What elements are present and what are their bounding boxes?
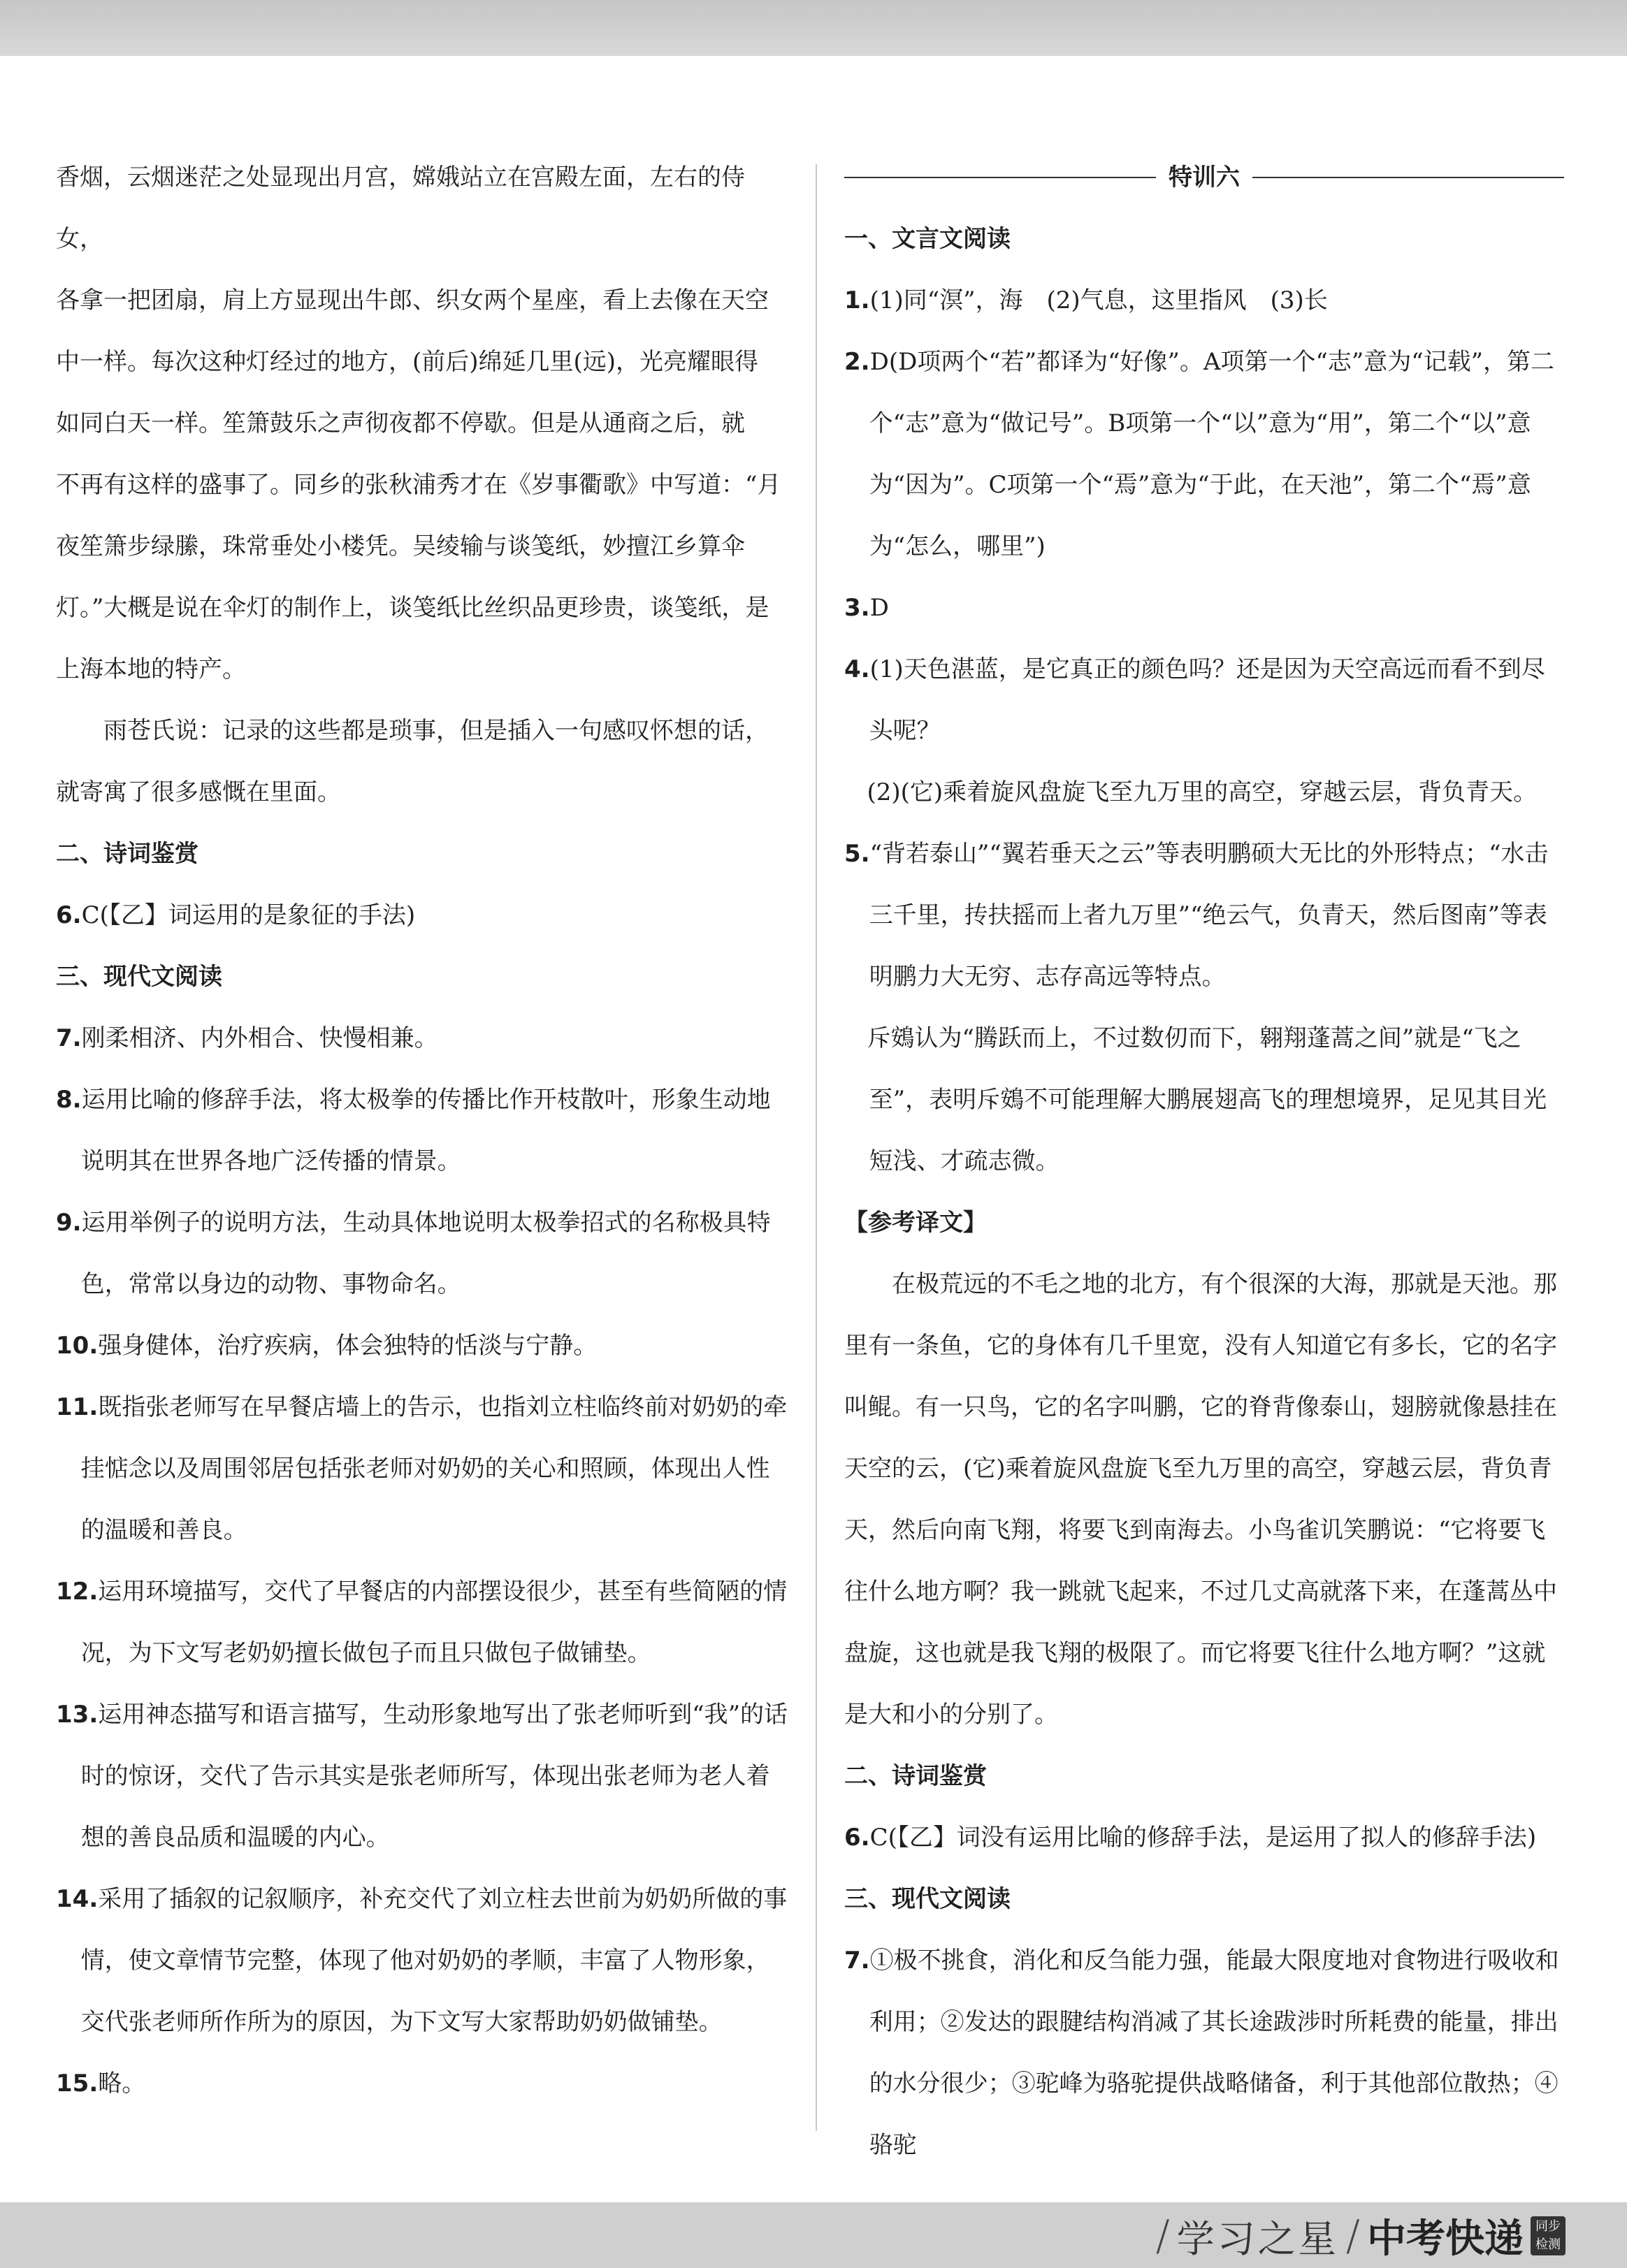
answer-number: 7. [56,1024,82,1052]
answer-number: 4. [844,655,870,683]
section-heading-poetry: 二、诗词鉴赏 [56,840,198,868]
answer-item [56,1868,790,2053]
answer-text: 既指张老师写在早餐店墙上的告示，也指刘立柱临终前对奶奶的牵挂惦念以及周围邻居包括张老师对奶奶的关心和照顾，体现出人性的温暖和善良。 [80,1393,788,1544]
answer-item [844,823,1564,1008]
answer-text: (1)同“溟”，海 (2)气息，这里指风 (3)长 [869,286,1328,314]
answer-text: C(【乙】词没有运用比喻的修辞手法，是运用了拟人的修辞手法) [869,1824,1537,1852]
answer-item [56,1376,790,1561]
section-heading-modern: 三、现代文阅读 [56,963,222,991]
answer-text: 采用了插叙的记叙顺序，补充交代了刘立柱去世前为奶奶所做的事情，使文章情节完整，体现了他对奶奶的孝顺，丰富了人物形象，交代张老师所作所为的原因，为下文写大家帮助奶奶做铺垫。 [80,1885,788,2036]
brand-slash: / [1345,2211,1360,2260]
answer-item [56,1561,790,1684]
reference-translation-label: 【参考译文】 [844,1209,987,1237]
section-heading-classical: 一、文言文阅读 [844,225,1011,253]
brand-slash: / [1155,2211,1170,2260]
brand-name-secondary: 中考快递 [1367,2216,1524,2262]
answer-text: 略。 [98,2070,146,2098]
answer-text: ①极不挑食，消化和反刍能力强，能最大限度地对食物进行吸收和利用；②发达的跟腱结构消减了其长途跋涉时所耗费的能量，排出的水分很少；③驼峰为骆驼提供战略储备，利于其他部位散热；④骆驼 [869,1947,1559,2159]
answer-text: 斥鴳认为“腾跃而上，不过数仞而下，翱翔蓬蒿之间”就是“飞之至”，表明斥鴳不可能理解大鹏展翅高飞的理想境界，足见其目光短浅、才疏志微。 [867,1024,1547,1175]
answer-item [844,270,1564,331]
answer-item [56,1069,790,1192]
answer-continuation [844,762,1564,823]
footer-brand [1149,2208,1565,2264]
answer-text: 刚柔相济、内外相合、快慢相兼。 [81,1024,438,1052]
answer-item [56,1315,790,1376]
right-column [844,147,1564,2176]
answer-text: 运用神态描写和语言描写，生动形象地写出了张老师听到“我”的话时的惊讶，交代了告示其实是张老师所写，体现出张老师为老人着想的善良品质和温暖的内心。 [80,1701,788,1852]
answer-item [844,577,1564,639]
top-scan-band [0,0,1627,56]
answer-number: 6. [844,1824,870,1852]
section-heading-poetry: 二、诗词鉴赏 [844,1762,987,1790]
answer-number: 7. [844,1947,870,1975]
answer-item [56,1192,790,1315]
answer-number: 2. [844,348,870,376]
answer-text: 运用比喻的修辞手法，将太极拳的传播比作开枝散叶，形象生动地说明其在世界各地广泛传播的情景。 [80,1086,771,1175]
section-heading-modern: 三、现代文阅读 [844,1885,1011,1913]
answer-text: 运用举例子的说明方法，生动具体地说明太极拳招式的名称极具特色，常常以身边的动物、事物命名。 [80,1209,771,1298]
answer-number: 5. [844,840,870,868]
answer-text: (1)天色湛蓝，是它真正的颜色吗？还是因为天空高远而看不到尽头呢？ [869,655,1545,745]
passage-line: 灯。”大概是说在伞灯的制作上，谈笺纸比丝织品更珍贵，谈笺纸，是 [56,594,769,622]
answer-text: D [869,594,889,622]
training-title [844,147,1564,208]
passage-line: 不再有这样的盛事了。同乡的张秋浦秀才在《岁事衢歌》中写道：“月 [56,471,781,499]
answer-item [844,331,1564,577]
answer-number: 15. [56,2070,99,2098]
answer-text: 强身健体，治疗疾病，体会独特的恬淡与宁静。 [98,1332,598,1360]
answer-number: 10. [56,1332,99,1360]
brand-name-primary: 学习之星 [1176,2216,1339,2261]
answer-number: 3. [844,594,870,622]
answer-number: 14. [56,1885,99,1913]
answer-number: 9. [56,1209,82,1237]
title-rule-left [844,177,1156,178]
answer-text: “背若泰山”“翼若垂天之云”等表明鹏硕大无比的外形特点；“水击三千里，抟扶摇而上者九万里”“绝云气，负青天，然后图南”等表明鹏力大无穷、志存高远等特点。 [869,840,1549,991]
translation-paragraph: 在极荒远的不毛之地的北方，有个很深的大海，那就是天池。那里有一条鱼，它的身体有几千里宽，没有人知道它有多长，它的名字叫鲲。有一只鸟，它的名字叫鹏，它的脊背像泰山，翅膀就像悬挂在天空的云，(它)乘着旋风盘旋飞至九万里的高空，穿越云层，背负青天，然后向南飞翔，将要飞到南海去。小鸟雀讥笑鹏说：“它将要飞往什么地方啊？我一跳就飞起来，不过几丈高就落下来，在蓬蒿丛中盘旋，这也就是我飞翔的极限了。而它将要飞往什么地方啊？”这就是大和小的分别了。 [844,1270,1557,1729]
passage-line: 中一样。每次这种灯经过的地方，(前后)绵延几里(远)，光亮耀眼得 [56,348,759,376]
answer-item [844,1930,1564,2176]
answer-text: D(D项两个“若”都译为“好像”。A项第一个“志”意为“记载”，第二个“志”意为“做记号”。B项第一个“以”意为“用”，第二个“以”意为“因为”。C项第一个“焉”意为“于此，在天池”，第二个“焉”意为“怎么，哪里”) [869,348,1554,560]
answer-item [56,1008,790,1069]
answer-item [56,1684,790,1868]
answer-text: 运用环境描写，交代了早餐店的内部摆设很少，甚至有些简陋的情况，为下文写老奶奶擅长做包子而且只做包子做铺垫。 [80,1578,788,1667]
passage-line: 如同白天一样。笙箫鼓乐之声彻夜都不停歇。但是从通商之后，就 [56,409,745,437]
answer-item [844,639,1564,762]
passage-line: 各拿一把团扇，肩上方显现出牛郎、织女两个星座，看上去像在天空 [56,286,769,314]
answer-item [56,885,790,946]
passage-line: 香烟，云烟迷茫之处显现出月宫，嫦娥站立在宫殿左面，左右的侍女， [56,163,745,253]
left-column [56,147,790,2114]
answer-number: 6. [56,901,82,929]
answer-number: 13. [56,1701,99,1729]
column-divider [816,164,817,2131]
answer-number: 12. [56,1578,99,1606]
passage-line: 夜笙箫步绿縢，珠常垂处小楼凭。吴绫输与谈笺纸，妙擅江乡算伞 [56,532,745,560]
title-rule-right [1252,177,1564,178]
answer-text: C(【乙】词运用的是象征的手法) [81,901,416,929]
answer-number: 11. [56,1393,99,1421]
answer-item [56,2053,790,2114]
answer-continuation [844,1008,1564,1192]
badge-line: 同步 [1535,2219,1561,2234]
badge-line: 检测 [1535,2237,1561,2252]
passage-line: 上海本地的特产。 [56,655,246,683]
answer-item [844,1807,1564,1868]
answer-number: 1. [844,286,870,314]
commentary-paragraph: 雨苍氏说：记录的这些都是琐事，但是插入一句感叹怀想的话，就寄寓了很多感慨在里面。 [56,717,769,806]
training-title-text: 特训六 [1169,163,1240,191]
answer-text: (2)(它)乘着旋风盘旋飞至九万里的高空，穿越云层，背负青天。 [867,778,1538,806]
brand-badge [1531,2216,1565,2255]
left-margin-bleed [0,56,49,2202]
answer-number: 8. [56,1086,82,1114]
